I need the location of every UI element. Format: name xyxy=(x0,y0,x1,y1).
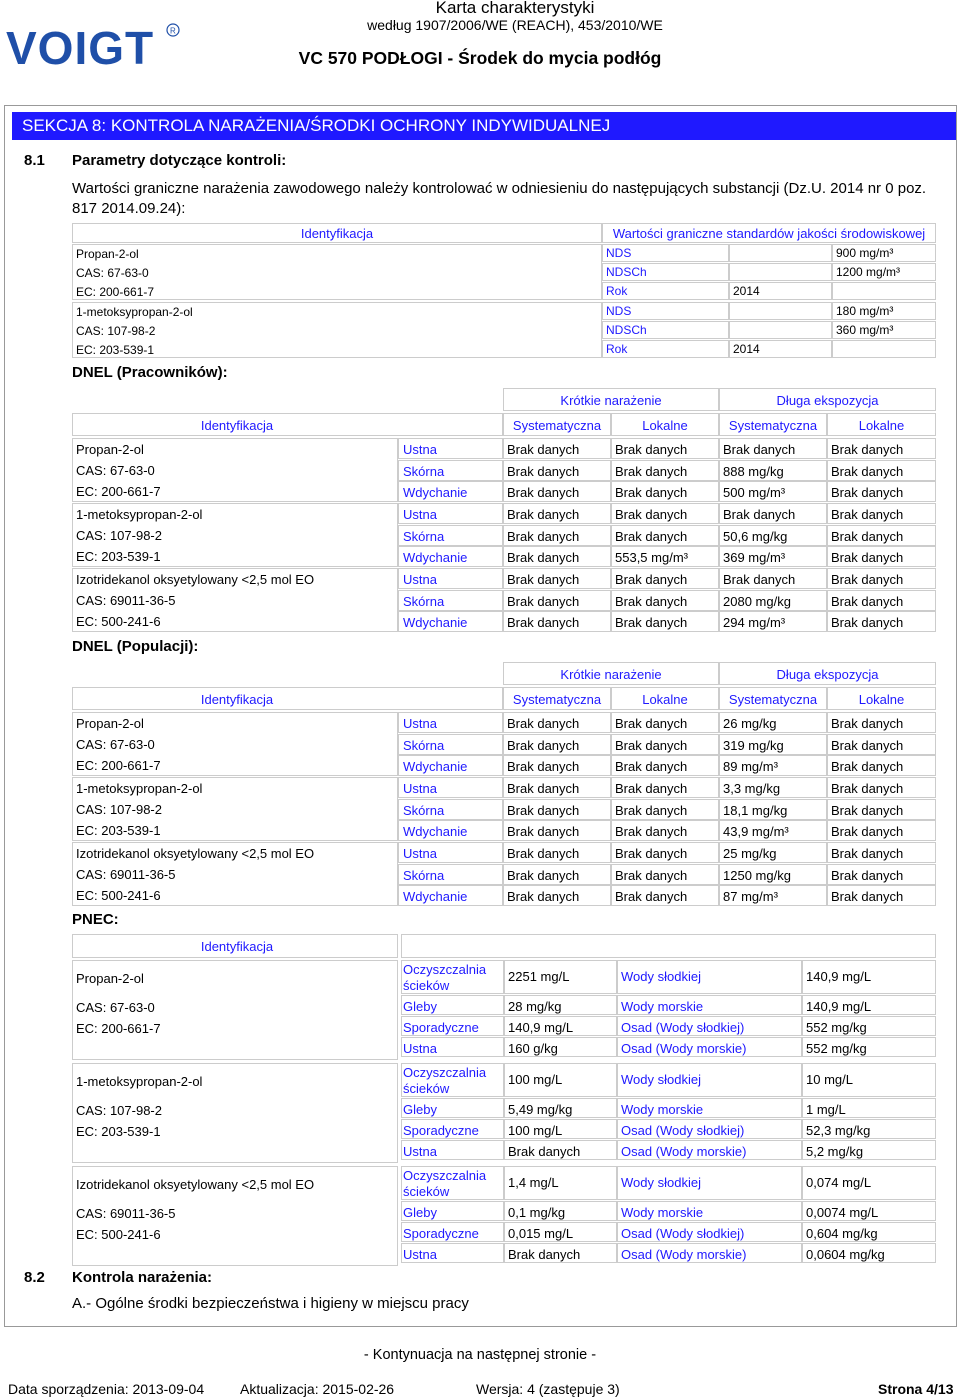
dnel-value: Brak danych xyxy=(831,463,904,479)
dnel-value: 18,1 mg/kg xyxy=(723,802,788,818)
compartment: Wody morskie xyxy=(621,1205,704,1220)
compartment: Oczyszczalnia ścieków xyxy=(403,1065,487,1096)
pnec-value: 160 g/kg xyxy=(508,1041,558,1056)
dnel-value: Brak danych xyxy=(615,889,688,904)
compartment: Wody słodkiej xyxy=(621,1072,701,1087)
dnel-value: Brak danych xyxy=(507,824,580,839)
compartment: Sporadyczne xyxy=(403,1020,479,1035)
compartment: Wody słodkiej xyxy=(621,969,701,984)
route-ustna: Ustna xyxy=(403,716,437,731)
pnec-value: 10 mg/L xyxy=(806,1072,853,1087)
dnel-value: Brak danych xyxy=(615,824,688,839)
header-systematyczna: Systematyczna xyxy=(728,418,818,433)
dnel-value: 2080 mg/kg xyxy=(723,593,791,609)
pnec-value: Brak danych xyxy=(508,1247,581,1262)
dnel-value: Brak danych xyxy=(615,615,688,630)
limit-type: Rok xyxy=(606,284,628,298)
group-long-exposure: Długa ekspozycja xyxy=(776,667,879,682)
pnec-value: 140,9 mg/L xyxy=(806,999,872,1014)
compartment: Sporadyczne xyxy=(403,1123,479,1138)
pnec-value: 100 mg/L xyxy=(508,1072,563,1087)
route-skórna: Skórna xyxy=(403,737,445,753)
substance-id-line: CAS: 67-63-0 xyxy=(76,266,149,280)
dnel-value: Brak danych xyxy=(831,846,904,861)
dnel-population-label: DNEL (Populacji): xyxy=(72,638,199,655)
dnel-value: Brak danych xyxy=(615,716,688,731)
svg-text:VOIGT: VOIGT xyxy=(6,22,155,70)
dnel-value: Brak danych xyxy=(615,528,688,544)
substance-id-line: Propan-2-ol xyxy=(76,442,144,457)
dnel-workers-label: DNEL (Pracowników): xyxy=(72,364,228,381)
dnel-value: Brak danych xyxy=(615,867,688,883)
substance-id-line: CAS: 69011-36-5 xyxy=(76,1206,176,1221)
header-systematyczna: Systematyczna xyxy=(512,418,602,433)
intro-paragraph: Wartości graniczne narażenia zawodowego należy kontrolować w odniesieniu do następujących substancji (Dz.U. 2014 nr 0 poz. 817 2014.09.24): xyxy=(72,180,927,217)
pnec-label: PNEC: xyxy=(72,911,119,928)
dnel-value: Brak danych xyxy=(831,716,904,731)
header-lokalne: Lokalne xyxy=(858,692,905,707)
substance-id-line: CAS: 107-98-2 xyxy=(76,1103,162,1118)
dnel-value: Brak danych xyxy=(831,759,904,774)
dnel-value: Brak danych xyxy=(615,572,688,587)
subsection-8-1 xyxy=(24,152,286,169)
substance-id-line: EC: 500-241-6 xyxy=(76,888,161,903)
header-lokalne: Lokalne xyxy=(642,692,688,707)
pnec-value: 0,1 mg/kg xyxy=(508,1205,566,1220)
regulation-reference: według 1907/2006/WE (REACH), 453/2010/WE xyxy=(367,17,663,33)
limit-type: NDS xyxy=(606,246,632,260)
route-skórna: Skórna xyxy=(403,593,445,609)
dnel-value: Brak danych xyxy=(507,528,580,544)
limit-value: 1200 mg/m³ xyxy=(836,265,901,279)
header-lokalne: Lokalne xyxy=(858,418,905,433)
substance-id-line: EC: 200-661-7 xyxy=(76,285,155,299)
dnel-value: 43,9 mg/m³ xyxy=(723,824,789,839)
pnec-value: 5,49 mg/kg xyxy=(508,1102,573,1117)
pnec-value: 28 mg/kg xyxy=(508,999,562,1014)
table-cell-border xyxy=(729,321,832,339)
pnec-value: 0,0074 mg/L xyxy=(806,1205,879,1220)
subsection-8-2-text: A.- Ogólne środki bezpieczeństwa i higieny w miejscu pracy xyxy=(72,1295,469,1312)
substance-id-line: CAS: 67-63-0 xyxy=(76,463,155,478)
dnel-value: Brak danych xyxy=(507,716,580,731)
route-wdychanie: Wdychanie xyxy=(403,615,468,630)
dnel-value: Brak danych xyxy=(507,615,580,630)
dnel-value: 294 mg/m³ xyxy=(723,615,786,630)
substance-id-line: EC: 500-241-6 xyxy=(76,614,161,629)
route-ustna: Ustna xyxy=(403,572,437,587)
dnel-value: 369 mg/m³ xyxy=(723,550,786,565)
compartment: Osad (Wody słodkiej) xyxy=(621,1226,745,1241)
dnel-value: Brak danych xyxy=(831,867,904,883)
dnel-value: Brak danych xyxy=(615,846,688,861)
dnel-value: Brak danych xyxy=(615,463,688,479)
compartment: Sporadyczne xyxy=(403,1226,479,1241)
group-short-exposure: Krótkie narażenie xyxy=(560,393,662,408)
dnel-value: Brak danych xyxy=(831,593,904,609)
compartment: Oczyszczalnia ścieków xyxy=(403,962,487,993)
table-cell-border xyxy=(832,282,936,300)
header-systematyczna: Systematyczna xyxy=(728,692,818,707)
pnec-value: 552 mg/kg xyxy=(806,1020,867,1035)
limit-value: 360 mg/m³ xyxy=(836,323,894,337)
limit-year: 2014 xyxy=(733,284,760,298)
dnel-value: 553,5 mg/m³ xyxy=(615,550,688,565)
subsection-number: 8.1 xyxy=(24,152,45,169)
limit-type: Rok xyxy=(606,342,628,356)
version: Wersja: 4 (zastępuje 3) xyxy=(476,1381,620,1397)
dnel-value: 319 mg/kg xyxy=(723,737,784,753)
substance-id-line: EC: 200-661-7 xyxy=(76,484,161,499)
table-cell-border xyxy=(832,340,936,358)
route-wdychanie: Wdychanie xyxy=(403,550,468,565)
dnel-value: Brak danych xyxy=(507,737,580,753)
compartment: Wody słodkiej xyxy=(621,1175,701,1190)
dnel-value: Brak danych xyxy=(507,485,580,500)
substance-id-line: 1-metoksypropan-2-ol xyxy=(76,305,193,319)
compartment: Gleby xyxy=(403,1205,437,1220)
subsection-number: 8.2 xyxy=(24,1269,45,1286)
dnel-value: Brak danych xyxy=(831,572,904,587)
route-skórna: Skórna xyxy=(403,463,445,479)
compartment: Ustna xyxy=(403,1247,437,1262)
substance-id-line: Propan-2-ol xyxy=(76,971,144,986)
compartment: Osad (Wody morskie) xyxy=(621,1144,747,1159)
subsection-title: Kontrola narażenia: xyxy=(72,1269,213,1286)
dnel-value: 25 mg/kg xyxy=(723,846,777,861)
route-wdychanie: Wdychanie xyxy=(403,759,468,774)
route-ustna: Ustna xyxy=(403,507,437,522)
dnel-value: Brak danych xyxy=(507,802,580,818)
compartment: Oczyszczalnia ścieków xyxy=(403,1168,487,1199)
route-skórna: Skórna xyxy=(403,802,445,818)
substance-id-line: Izotridekanol oksyetylowany <2,5 mol EO xyxy=(76,572,315,587)
dnel-value: Brak danych xyxy=(831,802,904,818)
header-identyfikacja: Identyfikacja xyxy=(200,418,274,433)
dnel-value: 888 mg/kg xyxy=(723,463,784,479)
voigt-logo xyxy=(6,22,182,70)
limit-value: 180 mg/m³ xyxy=(836,304,894,318)
dnel-value: 26 mg/kg xyxy=(723,716,777,731)
dnel-value: Brak danych xyxy=(831,615,904,630)
dnel-value: Brak danych xyxy=(507,759,580,774)
route-wdychanie: Wdychanie xyxy=(403,824,468,839)
dnel-value: Brak danych xyxy=(615,593,688,609)
dnel-value: Brak danych xyxy=(831,507,904,522)
compartment: Osad (Wody słodkiej) xyxy=(621,1123,745,1138)
table-cell-border xyxy=(729,302,832,320)
subsection-title: Parametry dotyczące kontroli: xyxy=(72,152,287,169)
dnel-value: 50,6 mg/kg xyxy=(723,528,788,544)
compartment: Osad (Wody słodkiej) xyxy=(621,1020,745,1035)
dnel-value: Brak danych xyxy=(507,867,580,883)
substance-id-line: 1-metoksypropan-2-ol xyxy=(76,507,203,522)
dnel-value: 500 mg/m³ xyxy=(723,485,786,500)
dnel-value: Brak danych xyxy=(615,802,688,818)
pnec-value: 2251 mg/L xyxy=(508,969,570,984)
route-wdychanie: Wdychanie xyxy=(403,889,468,904)
header-identyfikacja: Identyfikacja xyxy=(200,692,274,707)
dnel-value: Brak danych xyxy=(615,442,688,457)
substance-id-line: EC: 203-539-1 xyxy=(76,549,161,564)
dnel-value: Brak danych xyxy=(615,781,688,796)
dnel-value: 87 mg/m³ xyxy=(723,889,778,904)
pnec-value: 0,015 mg/L xyxy=(508,1226,574,1241)
dnel-value: Brak danych xyxy=(507,572,580,587)
dnel-value: Brak danych xyxy=(615,759,688,774)
compartment: Gleby xyxy=(403,1102,437,1117)
substance-id-line: Izotridekanol oksyetylowany <2,5 mol EO xyxy=(76,846,315,861)
pnec-value: 1 mg/L xyxy=(806,1102,846,1117)
pnec-value: 552 mg/kg xyxy=(806,1041,867,1056)
dnel-value: Brak danych xyxy=(831,889,904,904)
pnec-value: 0,074 mg/L xyxy=(806,1175,872,1190)
substance-id-line: Izotridekanol oksyetylowany <2,5 mol EO xyxy=(76,1177,315,1192)
substance-id-line: CAS: 107-98-2 xyxy=(76,324,156,338)
pnec-value: 140,9 mg/L xyxy=(508,1020,574,1035)
dnel-value: Brak danych xyxy=(723,572,796,587)
substance-id-line: Propan-2-ol xyxy=(76,247,139,261)
route-wdychanie: Wdychanie xyxy=(403,485,468,500)
dnel-value: Brak danych xyxy=(507,889,580,904)
pnec-value: 0,604 mg/kg xyxy=(806,1226,878,1241)
dnel-value: Brak danych xyxy=(831,550,904,565)
subsection-8-2 xyxy=(24,1269,212,1286)
dnel-value: Brak danych xyxy=(831,737,904,753)
substance-id-line: EC: 200-661-7 xyxy=(76,1021,161,1036)
pnec-value: 140,9 mg/L xyxy=(806,969,872,984)
route-skórna: Skórna xyxy=(403,528,445,544)
dnel-value: Brak danych xyxy=(507,781,580,796)
substance-id-line: CAS: 69011-36-5 xyxy=(76,593,176,608)
substance-id-line: EC: 500-241-6 xyxy=(76,1227,161,1242)
compartment: Wody morskie xyxy=(621,999,704,1014)
dnel-value: 3,3 mg/kg xyxy=(723,781,781,796)
compartment: Gleby xyxy=(403,999,437,1014)
route-ustna: Ustna xyxy=(403,846,437,861)
page-number: Strona 4/13 xyxy=(878,1381,954,1397)
dnel-value: Brak danych xyxy=(831,824,904,839)
pnec-value: 0,0604 mg/kg xyxy=(806,1247,885,1262)
dnel-value: Brak danych xyxy=(507,507,580,522)
dnel-value: Brak danych xyxy=(615,737,688,753)
dnel-value: Brak danych xyxy=(507,442,580,457)
compartment: Osad (Wody morskie) xyxy=(621,1247,747,1262)
route-skórna: Skórna xyxy=(403,867,445,883)
dnel-value: 89 mg/m³ xyxy=(723,759,778,774)
dnel-value: Brak danych xyxy=(507,846,580,861)
route-ustna: Ustna xyxy=(403,781,437,796)
section-title: SEKCJA 8: KONTROLA NARAŻENIA/ŚRODKI OCHRONY INDYWIDUALNEJ xyxy=(12,112,956,140)
header-identyfikacja: Identyfikacja xyxy=(200,939,274,954)
dnel-value: Brak danych xyxy=(831,485,904,500)
header-values: Wartości graniczne standardów jakości środowiskowej xyxy=(612,226,926,241)
compartment: Ustna xyxy=(403,1144,437,1159)
dnel-value: Brak danych xyxy=(831,442,904,457)
compartment: Osad (Wody morskie) xyxy=(621,1041,747,1056)
route-ustna: Ustna xyxy=(403,442,437,457)
substance-id-line: EC: 203-539-1 xyxy=(76,343,155,357)
substance-id-line: CAS: 107-98-2 xyxy=(76,528,162,543)
substance-id-line: CAS: 67-63-0 xyxy=(76,1000,155,1015)
header-identyfikacja: Identyfikacja xyxy=(300,226,374,241)
document-title: Karta charakterystyki xyxy=(435,0,595,17)
header-cell xyxy=(401,934,936,958)
header-lokalne: Lokalne xyxy=(642,418,688,433)
limit-type: NDSCh xyxy=(606,265,647,279)
substance-id-line: EC: 203-539-1 xyxy=(76,1124,161,1139)
group-long-exposure: Długa ekspozycja xyxy=(776,393,879,408)
limit-type: NDSCh xyxy=(606,323,647,337)
table-cell-border xyxy=(729,263,832,281)
dnel-value: Brak danych xyxy=(831,781,904,796)
pnec-value: 1,4 mg/L xyxy=(508,1175,559,1190)
dnel-value: Brak danych xyxy=(615,485,688,500)
group-short-exposure: Krótkie narażenie xyxy=(560,667,662,682)
pnec-value: 52,3 mg/kg xyxy=(806,1123,871,1138)
update-date: Aktualizacja: 2015-02-26 xyxy=(240,1381,395,1397)
table-cell-border xyxy=(729,244,832,262)
date-prepared: Data sporządzenia: 2013-09-04 xyxy=(8,1381,205,1397)
substance-id-line: Propan-2-ol xyxy=(76,716,144,731)
dnel-value: Brak danych xyxy=(831,528,904,544)
limit-year: 2014 xyxy=(733,342,760,356)
substance-id-line: CAS: 67-63-0 xyxy=(76,737,155,752)
dnel-value: 1250 mg/kg xyxy=(723,867,791,883)
compartment: Wody morskie xyxy=(621,1102,704,1117)
substance-id-line: EC: 203-539-1 xyxy=(76,823,161,838)
dnel-value: Brak danych xyxy=(507,593,580,609)
limit-type: NDS xyxy=(606,304,632,318)
svg-text:R: R xyxy=(170,26,176,36)
substance-id-line: 1-metoksypropan-2-ol xyxy=(76,1074,203,1089)
header-systematyczna: Systematyczna xyxy=(512,692,602,707)
product-name: VC 570 PODŁOGI - Środek do mycia podłóg xyxy=(298,48,662,68)
limit-value: 900 mg/m³ xyxy=(836,246,894,260)
pnec-value: 100 mg/L xyxy=(508,1123,563,1138)
dnel-value: Brak danych xyxy=(615,507,688,522)
substance-id-line: EC: 200-661-7 xyxy=(76,758,161,773)
pnec-value: 5,2 mg/kg xyxy=(806,1144,864,1159)
substance-id-line: CAS: 69011-36-5 xyxy=(76,867,176,882)
dnel-value: Brak danych xyxy=(507,550,580,565)
pnec-value: Brak danych xyxy=(508,1144,581,1159)
substance-id-line: 1-metoksypropan-2-ol xyxy=(76,781,203,796)
continuation-note: - Kontynuacja na następnej stronie - xyxy=(363,1347,597,1363)
dnel-value: Brak danych xyxy=(723,507,796,522)
dnel-value: Brak danych xyxy=(723,442,796,457)
compartment: Ustna xyxy=(403,1041,437,1056)
dnel-value: Brak danych xyxy=(507,463,580,479)
substance-id-line: CAS: 107-98-2 xyxy=(76,802,162,817)
